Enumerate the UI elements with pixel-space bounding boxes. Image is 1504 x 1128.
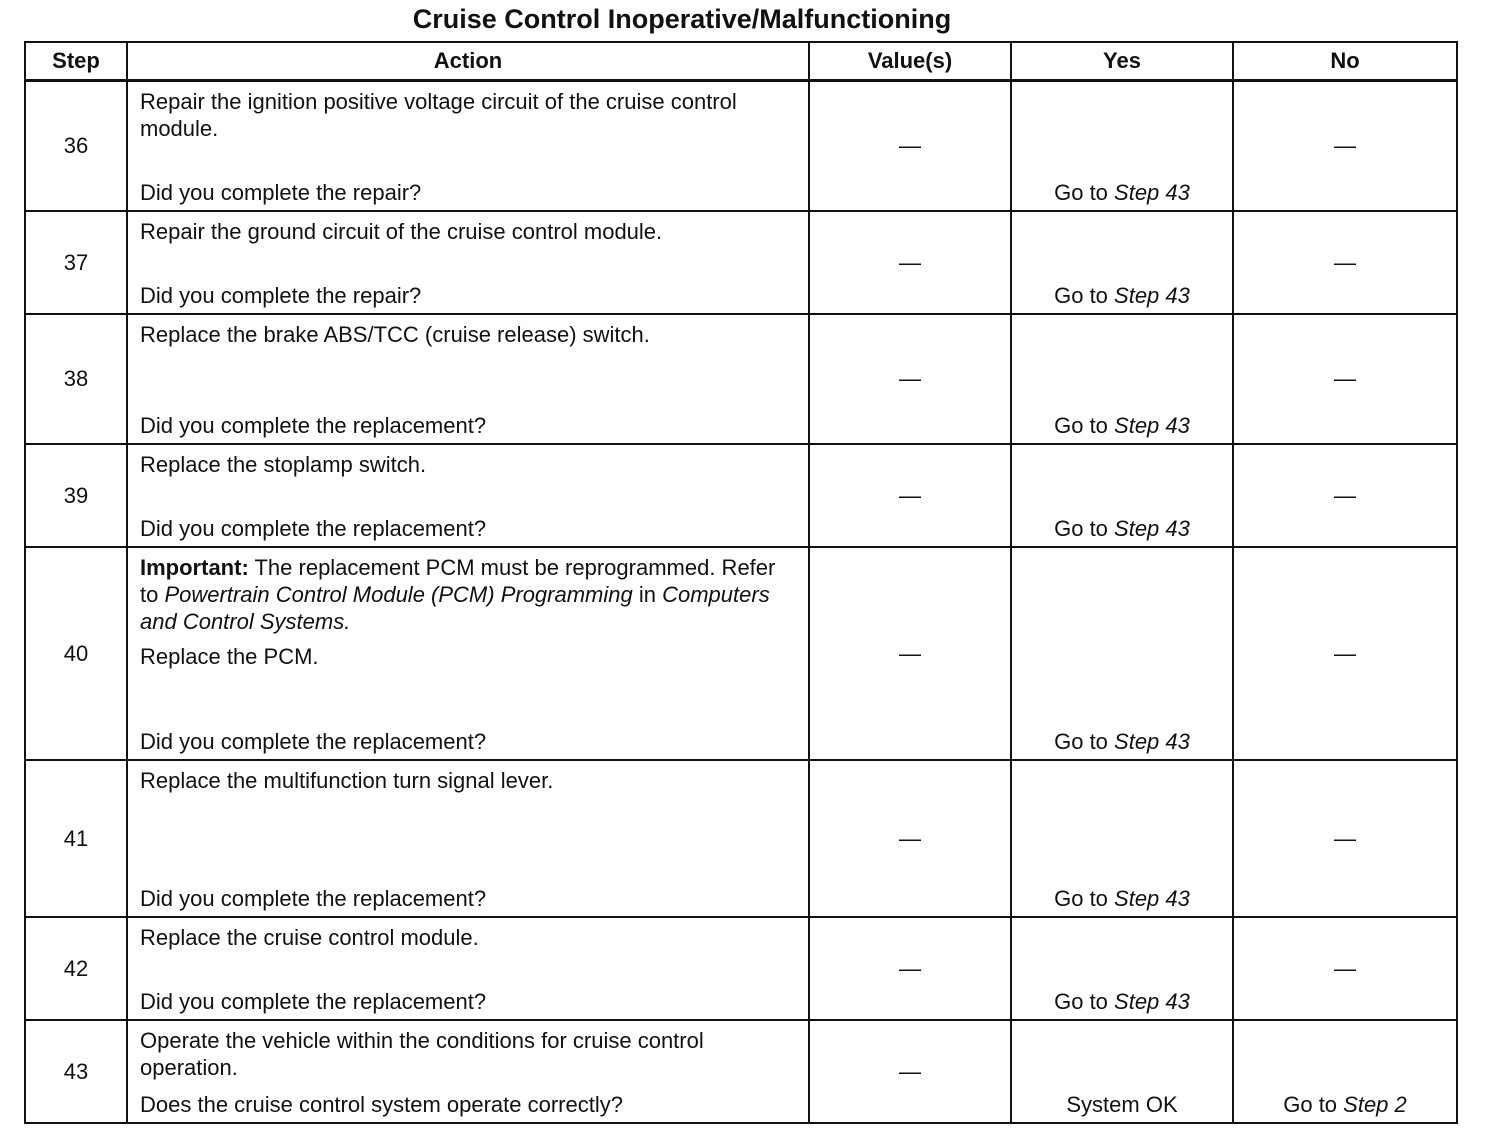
- yes-text: System OK: [1066, 1092, 1178, 1117]
- no-cell: —: [1233, 81, 1457, 212]
- action-cell: [127, 81, 809, 212]
- important-note: [140, 554, 798, 635]
- yes-cell: [1011, 1020, 1233, 1123]
- action-question: Did you complete the replacement?: [140, 989, 487, 1014]
- yes-text: Go to: [1054, 989, 1115, 1014]
- step-number: 43: [25, 1020, 127, 1123]
- yes-text: Go to: [1054, 180, 1115, 205]
- value-cell: —: [809, 547, 1011, 760]
- yes-text: Go to: [1054, 413, 1115, 438]
- action-cell: [127, 211, 809, 314]
- yes-step-link[interactable]: Step 43: [1114, 989, 1190, 1014]
- action-question: Did you complete the repair?: [140, 283, 422, 308]
- action-instruction: Repair the ground circuit of the cruise control module.: [140, 219, 663, 244]
- action-instruction: Replace the brake ABS/TCC (cruise release) switch.: [140, 322, 650, 347]
- header-yes: Yes: [1011, 42, 1233, 81]
- action-instruction: Repair the ignition positive voltage circuit of the cruise control module.: [140, 89, 737, 141]
- step-number: 40: [25, 547, 127, 760]
- value-cell: —: [809, 444, 1011, 547]
- action-question: Did you complete the replacement?: [140, 729, 487, 754]
- no-cell: [1233, 1020, 1457, 1123]
- action-question: Did you complete the replacement?: [140, 516, 487, 541]
- table-row: [25, 314, 1457, 444]
- no-cell: —: [1233, 211, 1457, 314]
- value-cell: —: [809, 1020, 1011, 1123]
- step-number: 37: [25, 211, 127, 314]
- step-number: 42: [25, 917, 127, 1020]
- action-cell: [127, 917, 809, 1020]
- action-cell: [127, 1020, 809, 1123]
- important-text: The replacement PCM must be reprogrammed. Refer to: [140, 555, 776, 607]
- no-cell: —: [1233, 314, 1457, 444]
- action-question: Did you complete the replacement?: [140, 413, 487, 438]
- action-instruction: Replace the stoplamp switch.: [140, 452, 427, 477]
- yes-step-link[interactable]: Step 43: [1114, 283, 1190, 308]
- header-no: No: [1233, 42, 1457, 81]
- document-reference: Powertrain Control Module (PCM) Programming: [164, 582, 633, 607]
- value-cell: —: [809, 917, 1011, 1020]
- header-action: Action: [127, 42, 809, 81]
- no-text: Go to: [1283, 1092, 1344, 1117]
- action-cell: [127, 547, 809, 760]
- table-header-row: [25, 42, 1457, 81]
- yes-step-link[interactable]: Step 43: [1114, 413, 1190, 438]
- yes-text: Go to: [1054, 729, 1115, 754]
- value-cell: —: [809, 211, 1011, 314]
- document-reference: Computers and Control Systems.: [140, 582, 770, 634]
- yes-cell: [1011, 917, 1233, 1020]
- important-label: Important:: [140, 555, 249, 580]
- yes-text: Go to: [1054, 886, 1115, 911]
- yes-cell: [1011, 547, 1233, 760]
- action-instruction: Replace the multifunction turn signal lever.: [140, 768, 554, 793]
- table-row: [25, 81, 1457, 212]
- yes-cell: [1011, 314, 1233, 444]
- step-number: 36: [25, 81, 127, 212]
- yes-cell: [1011, 81, 1233, 212]
- header-values: Value(s): [809, 42, 1011, 81]
- no-cell: —: [1233, 760, 1457, 917]
- step-number: 38: [25, 314, 127, 444]
- value-cell: —: [809, 314, 1011, 444]
- page-title: Cruise Control Inoperative/Malfunctioning: [412, 4, 952, 34]
- no-cell: —: [1233, 547, 1457, 760]
- yes-cell: [1011, 444, 1233, 547]
- no-step-link[interactable]: Step 2: [1343, 1092, 1407, 1117]
- yes-text: Go to: [1054, 283, 1115, 308]
- step-number: 39: [25, 444, 127, 547]
- action-question: Did you complete the replacement?: [140, 886, 487, 911]
- action-cell: [127, 314, 809, 444]
- action-instruction: Replace the cruise control module.: [140, 925, 479, 950]
- value-cell: —: [809, 81, 1011, 212]
- diagnostic-table: [24, 41, 1458, 1124]
- yes-step-link[interactable]: Step 43: [1114, 516, 1190, 541]
- action-question: Did you complete the repair?: [140, 180, 422, 205]
- table-row: [25, 444, 1457, 547]
- header-step: Step: [25, 42, 127, 81]
- action-cell: [127, 760, 809, 917]
- action-instruction: Replace the PCM.: [140, 644, 319, 669]
- yes-step-link[interactable]: Step 43: [1114, 729, 1190, 754]
- yes-cell: [1011, 760, 1233, 917]
- value-cell: —: [809, 760, 1011, 917]
- yes-text: Go to: [1054, 516, 1115, 541]
- no-cell: —: [1233, 444, 1457, 547]
- table-row: [25, 917, 1457, 1020]
- action-cell: [127, 444, 809, 547]
- yes-cell: [1011, 211, 1233, 314]
- action-question: Does the cruise control system operate correctly?: [140, 1092, 623, 1117]
- important-text: in: [632, 582, 663, 607]
- step-number: 41: [25, 760, 127, 917]
- table-row: [25, 547, 1457, 760]
- yes-step-link[interactable]: Step 43: [1114, 886, 1190, 911]
- table-row: [25, 760, 1457, 917]
- action-instruction: Operate the vehicle within the conditions for cruise control operation.: [140, 1028, 704, 1080]
- table-row: [25, 211, 1457, 314]
- yes-step-link[interactable]: Step 43: [1114, 180, 1190, 205]
- table-row: [25, 1020, 1457, 1123]
- no-cell: —: [1233, 917, 1457, 1020]
